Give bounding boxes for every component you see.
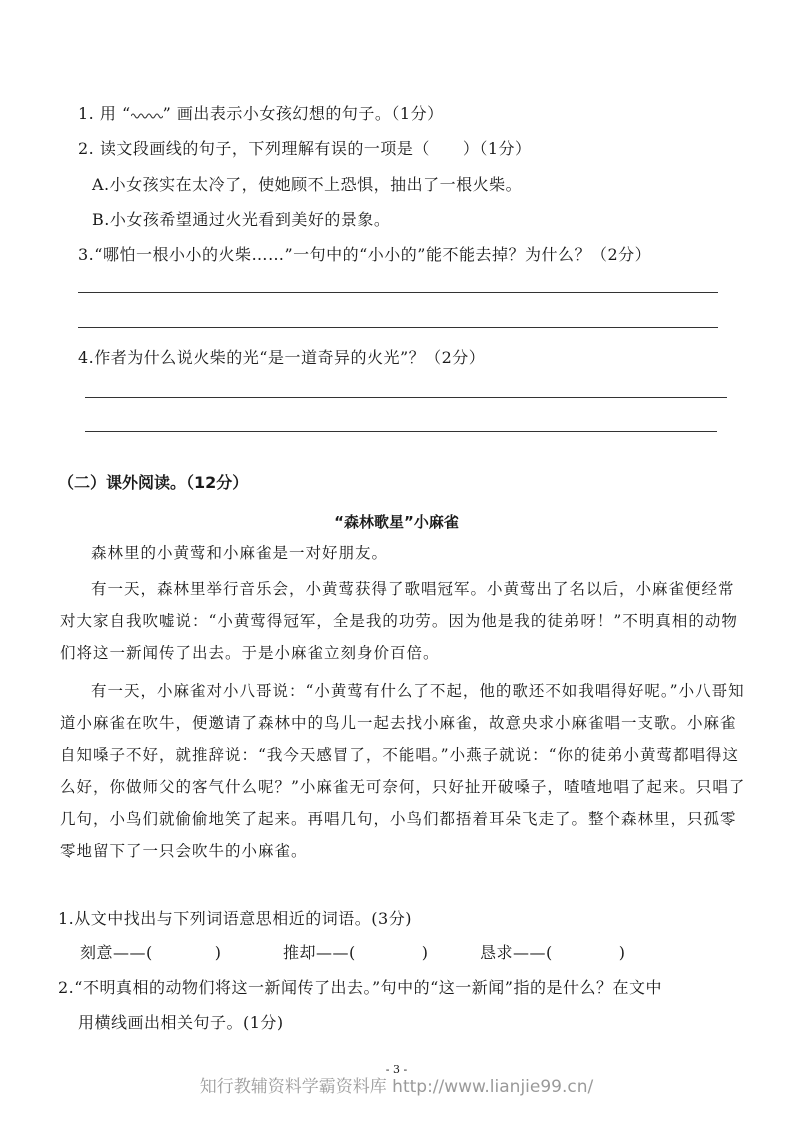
word-item	[80, 940, 222, 963]
word-prompt: 推却——(	[283, 943, 356, 962]
passage-paragraph: 森林里的小黄莺和小麻雀是一对好朋友。	[91, 544, 389, 562]
question-2-option-a: A.小女孩实在太冷了，使她顾不上恐惧，抽出了一根火柴。	[92, 175, 523, 194]
section-heading: （二）课外阅读。（12分）	[58, 473, 249, 492]
passage-title: “森林歌星”小麻雀	[334, 513, 459, 531]
question-1	[78, 101, 444, 124]
word-prompt: 恳求——(	[480, 943, 553, 962]
wavy-underline-icon	[131, 110, 163, 120]
reading-question-2: 2.“不明真相的动物们将这一新闻传了出去。”句中的“这一新闻”指的是什么？在文中	[58, 978, 662, 997]
word-close-paren: )	[421, 943, 429, 962]
page-number: - 3 -	[385, 1063, 408, 1076]
reading-question-2-cont: 用横线画出相关句子。(1分)	[78, 1013, 284, 1032]
answer-line[interactable]	[78, 292, 718, 293]
question-3: 3.“哪怕一根小小的火柴……”一句中的“小小的”能不能去掉？为什么？（2分）	[78, 245, 652, 264]
answer-line[interactable]	[85, 431, 717, 432]
word-prompt: 刻意——(	[80, 943, 153, 962]
passage-paragraph: 有一天，小麻雀对小八哥说：“小黄莺有什么了不起，他的歌还不如我唱得好呢。”小八哥知道小麻雀在吹牛，便邀请了森林中的鸟儿一起去找小麻雀，故意央求小麻雀唱一支歌。小麻雀自知嗓子不好，就推辞说：“我今天感冒了，不能唱。”小燕子就说：“你的徒弟小黄莺都唱得这么好，你做师父的客气什么呢？”小麻雀无可奈何，只好扯开破嗓子，喳喳地唱了起来。只唱了几句，小鸟们就偷偷地笑了起来。再唱几句，小鸟们都捂着耳朵飞走了。整个森林里，只孤零零地留下了一只会吹牛的小麻雀。	[60, 682, 746, 860]
reading-question-1: 1.从文中找出与下列词语意思相近的词语。(3分)	[58, 909, 412, 928]
word-item	[480, 940, 626, 963]
word-close-paren: )	[214, 943, 222, 962]
question-4: 4.作者为什么说火柴的光“是一道奇异的火光”？（2分）	[78, 348, 486, 367]
question-2-option-b: B.小女孩希望通过火光看到美好的景象。	[92, 210, 391, 229]
word-close-paren: )	[618, 943, 626, 962]
footer-watermark: 知行教辅资料学霸资料库 http://www.lianjie99.cn/	[199, 1077, 594, 1097]
question-1-text: ” 画出表示小女孩幻想的句子。（1分）	[162, 104, 444, 123]
question-2: 2. 读文段画线的句子，下列理解有误的一项是（ ）（1分）	[78, 139, 532, 158]
question-1-prefix: 1. 用 “	[78, 104, 131, 123]
passage-paragraph: 有一天，森林里举行音乐会，小黄莺获得了歌唱冠军。小黄莺出了名以后，小麻雀便经常对大家自我吹嘘说：“小黄莺得冠军，全是我的功劳。因为他是我的徒弟呀！”不明真相的动物们将这一新闻传了出去。于是小麻雀立刻身价百倍。	[60, 580, 738, 662]
word-item	[283, 940, 429, 963]
answer-line[interactable]	[78, 327, 718, 328]
answer-line[interactable]	[85, 397, 727, 398]
